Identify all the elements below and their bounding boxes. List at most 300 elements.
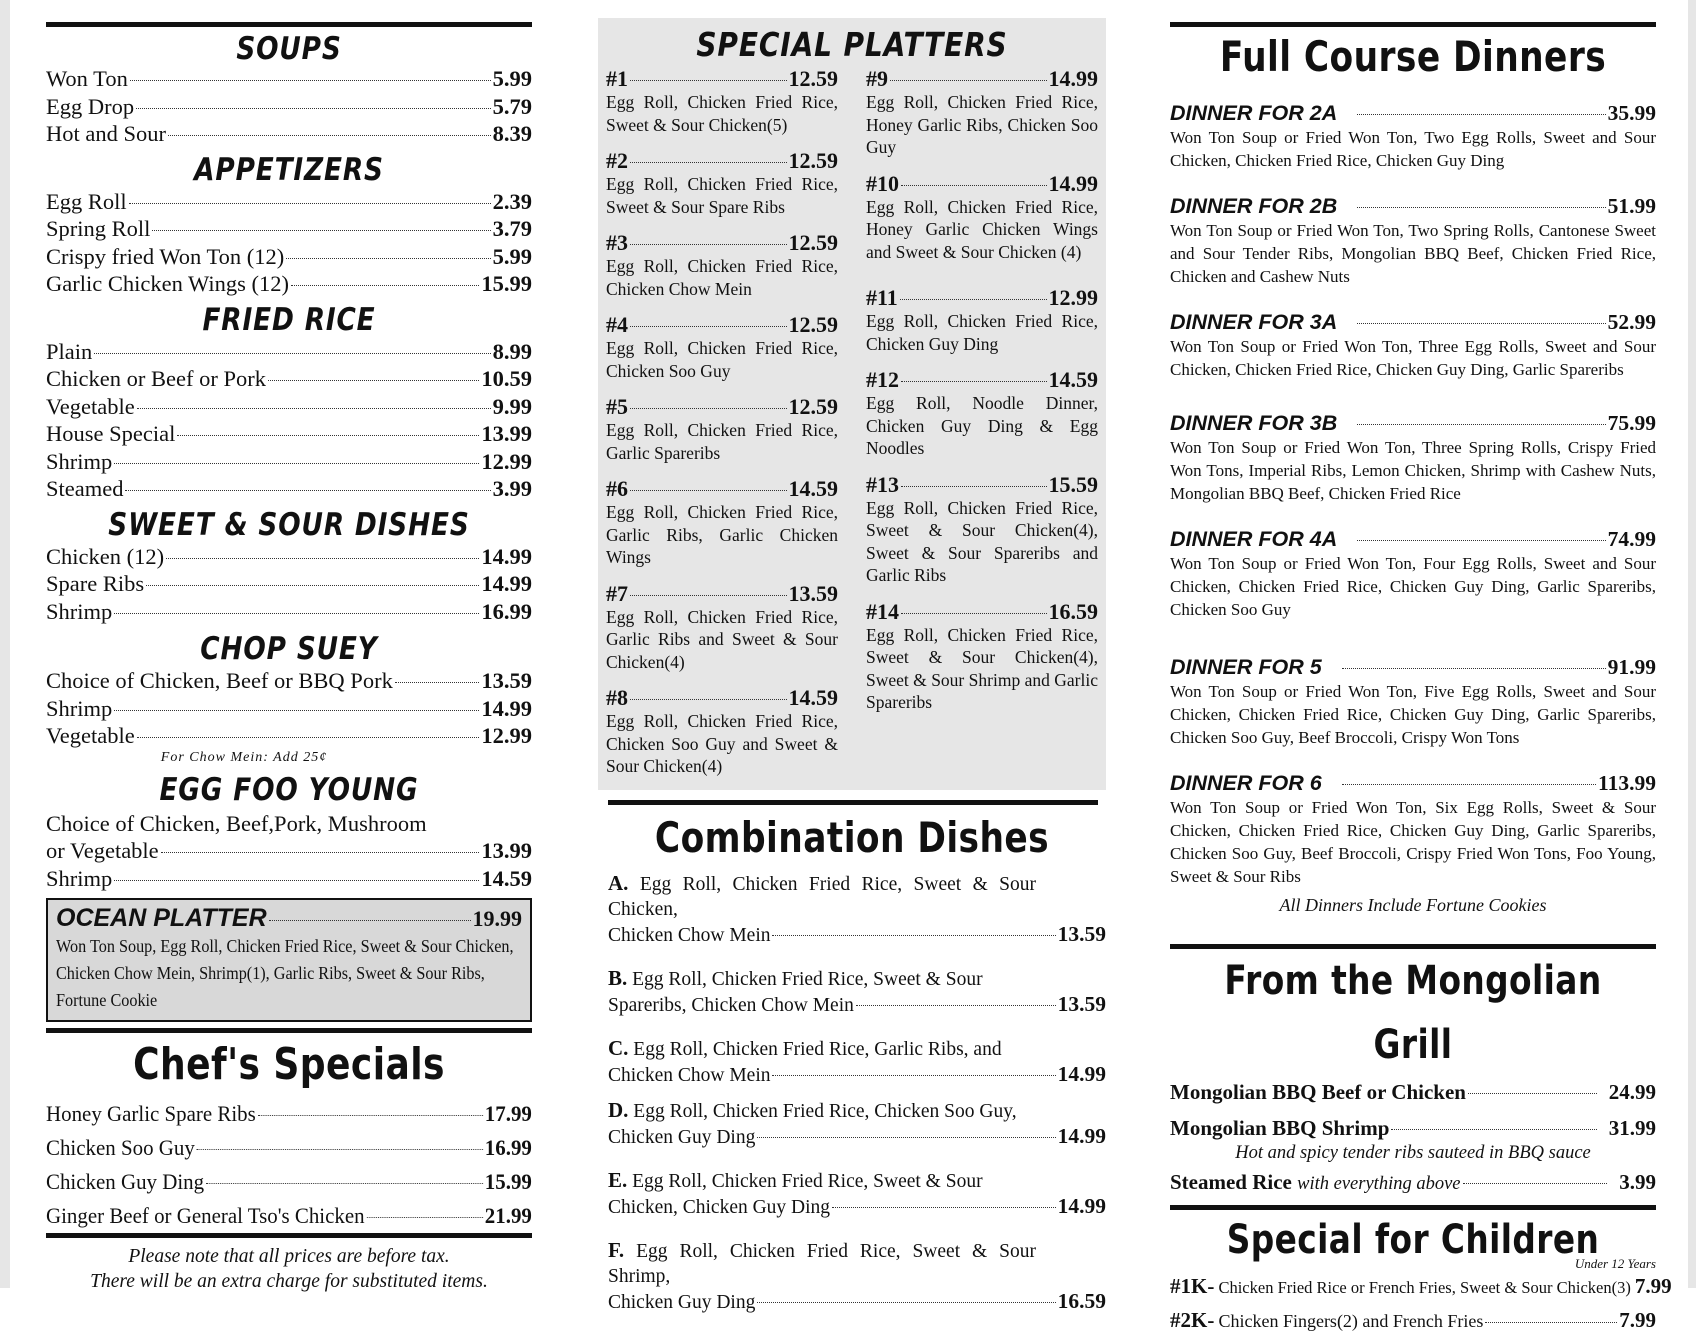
menu-item <box>46 837 532 865</box>
item-name: Shrimp <box>46 448 113 474</box>
item-name: Shrimp <box>46 865 113 891</box>
item-name: Chicken Guy Ding <box>46 1169 205 1194</box>
combo-description: Egg Roll, Chicken Fried Rice, Sweet & Sour Shrimp, <box>608 1240 1037 1287</box>
combo-description: Egg Roll, Chicken Fried Rice, Sweet & Sour <box>632 968 983 990</box>
combo-letter: C. <box>608 1035 629 1060</box>
egg-foo-young-list <box>46 810 532 893</box>
dinner-item <box>1170 655 1656 749</box>
leader-dots <box>1342 668 1606 669</box>
menu-item <box>46 93 532 121</box>
chop-suey-list <box>46 667 532 766</box>
leader-dots <box>900 299 1047 300</box>
soups-title: SOUPS <box>236 31 342 67</box>
platter-description: Egg Roll, Chicken Fried Rice, Garlic Ribs, Garlic Chicken Wings <box>606 502 838 567</box>
combo-item <box>608 966 1106 1018</box>
leader-dots <box>1391 1129 1596 1130</box>
leader-dots <box>291 285 479 286</box>
platter-description: Egg Roll, Chicken Fried Rice, Chicken Soo Guy <box>606 338 838 381</box>
item-name: Chicken (12) <box>46 543 165 569</box>
combo-item <box>608 1168 1106 1220</box>
platter-number: #6 <box>606 476 628 501</box>
leader-dots <box>152 230 490 231</box>
leader-dots <box>206 1183 483 1184</box>
platter-number: #12 <box>866 367 899 392</box>
leader-dots <box>772 1075 1055 1076</box>
platter-item <box>606 230 838 300</box>
platter-number: #1 <box>606 66 628 91</box>
menu-item <box>46 420 532 448</box>
item-price: 3.99 <box>492 476 532 501</box>
item-name: Mongolian BBQ Beef or Chicken <box>1170 1080 1466 1104</box>
item-note: with everything above <box>1297 1174 1461 1194</box>
sweet-sour-title: SWEET & SOUR DISHES <box>108 506 470 543</box>
dinner-item <box>1170 411 1656 505</box>
platters-right-column <box>866 66 1098 778</box>
platter-item <box>606 394 838 464</box>
platter-number: #3 <box>606 230 628 255</box>
item-name: Chicken Fingers(2) and French Fries <box>1218 1311 1484 1331</box>
item-price: 24.99 <box>1608 1080 1656 1104</box>
leader-dots <box>130 80 491 81</box>
platter-item <box>866 472 1098 587</box>
ocean-platter-header <box>56 904 522 933</box>
dinner-price: 35.99 <box>1607 101 1656 125</box>
leader-dots <box>1357 114 1605 115</box>
item-name: Honey Garlic Spare Ribs <box>46 1101 256 1126</box>
item-price: 5.79 <box>492 93 532 119</box>
leader-dots <box>129 203 491 204</box>
dinner-price: 74.99 <box>1607 527 1656 551</box>
menu-item <box>1170 1167 1656 1199</box>
combination-title: Combination Dishes <box>654 812 1050 862</box>
platters-left-column <box>606 66 838 778</box>
combo-description: Egg Roll, Chicken Fried Rice, Chicken Soo Guy, <box>633 1100 1017 1122</box>
children-subtitle: Under 12 Years <box>1574 1256 1656 1271</box>
menu-item <box>46 120 532 148</box>
combo-description: Egg Roll, Chicken Fried Rice, Sweet & Sour <box>632 1170 983 1192</box>
platter-number: #10 <box>866 170 899 196</box>
platter-item <box>866 66 1098 159</box>
price-note-line-2: There will be an extra charge for substituted items. <box>90 1271 488 1292</box>
leader-dots <box>197 1149 483 1150</box>
mongolian-note: Hot and spicy tender ribs sauteed in BBQ sauce <box>1235 1143 1591 1163</box>
platter-number: #9 <box>866 66 888 91</box>
leader-dots <box>832 1207 1056 1208</box>
combo-letter: D. <box>608 1097 629 1122</box>
page-edge-left <box>0 0 10 1288</box>
leader-dots <box>136 108 491 109</box>
leader-dots <box>630 595 787 596</box>
item-price: 14.99 <box>481 543 532 569</box>
platter-item <box>866 171 1098 264</box>
combo-price: 16.59 <box>1057 1288 1106 1313</box>
platter-item <box>606 685 838 778</box>
combo-price: 14.99 <box>1057 1061 1106 1086</box>
platter-price: 13.59 <box>788 580 838 606</box>
ocean-platter-name: OCEAN PLATTER <box>56 904 267 932</box>
leader-dots <box>161 852 480 853</box>
leader-dots <box>630 408 787 409</box>
dinner-name: DINNER FOR 6 <box>1170 771 1322 795</box>
chefs-specials-title: Chef's Specials <box>133 1039 445 1090</box>
item-name: Spring Roll <box>46 216 151 241</box>
dinner-name: DINNER FOR 4A <box>1170 527 1338 551</box>
item-price: 16.99 <box>481 598 532 624</box>
item-name: Crispy fried Won Ton (12) <box>46 243 285 269</box>
menu-item <box>1170 1113 1656 1143</box>
item-name: Steamed <box>46 476 124 501</box>
leader-dots <box>630 80 787 81</box>
platter-item <box>606 148 838 218</box>
platter-price: 14.59 <box>1048 367 1098 392</box>
item-price: 5.99 <box>492 243 532 269</box>
platter-description: Egg Roll, Chicken Fried Rice, Sweet & Sour Chicken(4), Sweet & Sour Shrimp and Garlic Spareribs <box>866 624 1098 712</box>
item-name: Shrimp <box>46 598 113 624</box>
item-price: 8.39 <box>492 121 532 146</box>
leader-dots <box>177 435 479 436</box>
platter-item <box>606 66 838 136</box>
item-name: Plain <box>46 338 93 364</box>
combo-price: 13.59 <box>1057 921 1106 946</box>
item-name: Choice of Chicken, Beef or BBQ Pork <box>46 668 393 693</box>
special-platters-grid <box>606 66 1098 778</box>
platter-number: #13 <box>866 471 899 497</box>
platter-number: #2 <box>606 148 628 173</box>
leader-dots <box>395 682 480 683</box>
chop-suey-title: CHOP SUEY <box>200 631 378 667</box>
leader-dots <box>630 244 787 245</box>
item-name: Won Ton <box>46 66 128 91</box>
leader-dots <box>630 162 787 163</box>
leader-dots <box>1463 1183 1608 1184</box>
item-price: 3.99 <box>1619 1170 1656 1194</box>
combo-item <box>608 1036 1106 1088</box>
item-name: Garlic Chicken Wings (12) <box>46 271 289 296</box>
combo-price: 13.59 <box>1057 991 1106 1016</box>
item-price: 14.99 <box>481 695 532 721</box>
leader-dots <box>166 558 479 559</box>
item-name: Ginger Beef or General Tso's Chicken <box>46 1203 365 1228</box>
special-platters-box <box>598 18 1106 790</box>
dinner-name: DINNER FOR 2B <box>1170 194 1338 218</box>
price-note-line-1: Please note that all prices are before tax. <box>128 1246 450 1267</box>
menu-item <box>46 695 532 723</box>
leader-dots <box>114 463 479 464</box>
dinner-price: 75.99 <box>1607 411 1656 435</box>
leader-dots <box>94 353 490 354</box>
combo-item <box>608 871 1106 948</box>
dinner-price: 113.99 <box>1598 771 1656 795</box>
combo-description-cont: Chicken, Chicken Guy Ding <box>608 1196 831 1218</box>
platter-price: 14.99 <box>1048 170 1098 196</box>
platter-price: 16.59 <box>1048 598 1098 624</box>
menu-item <box>46 543 532 571</box>
leader-dots <box>269 920 471 921</box>
menu-item <box>46 448 532 476</box>
platter-item <box>866 599 1098 714</box>
platter-description: Egg Roll, Chicken Fried Rice, Sweet & Sour Chicken(5) <box>606 92 838 135</box>
mongolian-title: From the Mongolian Grill <box>1224 958 1602 1068</box>
platter-item <box>606 581 838 674</box>
platter-description: Egg Roll, Chicken Fried Rice, Garlic Spareribs <box>606 420 838 463</box>
egg-foo-young-title: EGG FOO YOUNG <box>159 771 419 808</box>
platter-price: 14.59 <box>788 685 838 710</box>
menu-item <box>46 865 532 893</box>
menu-item <box>46 1199 532 1233</box>
item-price: 2.39 <box>492 188 532 214</box>
combo-letter: F. <box>608 1237 625 1262</box>
dinners-list <box>1170 101 1656 888</box>
dinner-price: 91.99 <box>1607 655 1656 679</box>
platter-price: 12.59 <box>788 230 838 255</box>
dinner-description: Won Ton Soup or Fried Won Ton, Three Spring Rolls, Crispy Fried Won Tons, Imperial Ribs, Lemon Chicken, Shrimp with Cashew Nuts, Mongolian BBQ Beef, Chicken Fried Rice <box>1170 438 1656 503</box>
chefs-specials-list <box>46 1097 532 1233</box>
platter-description: Egg Roll, Chicken Fried Rice, Chicken Soo Guy and Sweet & Sour Chicken(4) <box>606 711 838 776</box>
platter-number: #7 <box>606 580 628 606</box>
item-price: 14.59 <box>481 865 532 891</box>
dinner-description: Won Ton Soup or Fried Won Ton, Two Egg Rolls, Sweet and Sour Chicken, Chicken Fried Rice, Chicken Guy Ding <box>1170 128 1656 170</box>
leader-dots <box>1357 207 1605 208</box>
fried-rice-list <box>46 338 532 503</box>
ocean-platter-price: 19.99 <box>472 906 522 931</box>
platter-number: #11 <box>866 285 898 310</box>
dinner-description: Won Ton Soup or Fried Won Ton, Five Egg Rolls, Sweet and Sour Chicken, Chicken Fried Rice, Chicken Guy Ding, Garlic Spareribs, Chicken Soo Guy, Beef Broccoli, Crispy Won Tons <box>1170 682 1656 747</box>
menu-item <box>46 1097 532 1131</box>
leader-dots <box>890 80 1047 81</box>
dinner-description: Won Ton Soup or Fried Won Ton, Two Spring Rolls, Cantonese Sweet and Sour Tender Ribs, Mongolian BBQ Beef, Chicken Fried Rice, Chicken and Cashew Nuts <box>1170 221 1656 286</box>
leader-dots <box>268 380 479 381</box>
item-price: 17.99 <box>484 1101 532 1126</box>
dinners-title: Full Course Dinners <box>1219 32 1607 81</box>
leader-dots <box>1342 784 1596 785</box>
dinner-description: Won Ton Soup or Fried Won Ton, Four Egg Rolls, Sweet and Sour Chicken, Chicken Fried Rice, Chicken Guy Ding, Garlic Spareribs, Chicken Soo Guy <box>1170 554 1656 619</box>
soups-list <box>46 65 532 148</box>
mongolian-list <box>1170 1077 1656 1199</box>
price-note <box>46 1244 532 1294</box>
platter-description: Egg Roll, Chicken Fried Rice, Honey Garlic Chicken Wings and Sweet & Sour Chicken (4) <box>866 196 1098 262</box>
item-price: 10.59 <box>481 366 532 391</box>
platter-price: 12.59 <box>788 148 838 173</box>
item-price: 5.99 <box>492 66 532 91</box>
combo-letter: A. <box>608 870 629 895</box>
menu-column-left <box>46 0 532 1294</box>
combo-description-cont: Chicken Chow Mein <box>608 1064 771 1086</box>
menu-item <box>46 393 532 421</box>
menu-item <box>46 365 532 393</box>
dinner-name: DINNER FOR 5 <box>1170 655 1322 679</box>
dinner-name: DINNER FOR 3A <box>1170 310 1338 334</box>
platter-price: 15.59 <box>1048 471 1098 497</box>
divider <box>46 1233 532 1238</box>
platter-price: 12.99 <box>1048 285 1098 310</box>
leader-dots <box>757 1302 1055 1303</box>
leader-dots <box>630 326 787 327</box>
item-name: Egg Roll <box>46 188 127 214</box>
item-name: Vegetable <box>46 723 135 748</box>
dinner-description: Won Ton Soup or Fried Won Ton, Three Egg Rolls, Sweet and Sour Chicken, Chicken Fried Rice, Chicken Guy Ding, Garlic Spareribs <box>1170 337 1656 379</box>
menu-item <box>1170 1304 1656 1338</box>
dinners-note: All Dinners Include Fortune Cookies <box>1279 895 1547 915</box>
item-name: Shrimp <box>46 695 113 721</box>
platter-item <box>866 285 1098 355</box>
platter-number: #4 <box>606 312 628 337</box>
platter-price: 12.59 <box>788 312 838 337</box>
platter-description: Egg Roll, Chicken Fried Rice, Honey Garlic Ribs, Chicken Soo Guy <box>866 92 1098 157</box>
fried-rice-title: FRIED RICE <box>202 301 376 338</box>
leader-dots <box>856 1005 1056 1006</box>
combo-price: 14.99 <box>1057 1193 1106 1218</box>
platter-number: #5 <box>606 394 628 419</box>
leader-dots <box>772 935 1055 936</box>
item-name: or Vegetable <box>46 838 159 863</box>
item-name: Vegetable <box>46 393 135 419</box>
leader-dots <box>137 408 491 409</box>
menu-item <box>46 215 532 243</box>
item-price: 15.99 <box>484 1169 532 1194</box>
leader-dots <box>114 613 479 614</box>
leader-dots <box>1485 1322 1617 1323</box>
item-name: House Special <box>46 421 176 446</box>
leader-dots <box>1357 540 1605 541</box>
leader-dots <box>630 490 787 491</box>
item-price: 15.99 <box>481 271 532 296</box>
menu-item <box>46 338 532 366</box>
item-price: 16.99 <box>484 1135 532 1160</box>
page-edge-right <box>1688 0 1696 1288</box>
platter-number: #14 <box>866 598 899 624</box>
item-name: Spare Ribs <box>46 571 145 596</box>
platter-description: Egg Roll, Chicken Fried Rice, Garlic Ribs and Sweet & Sour Chicken(4) <box>606 606 838 672</box>
leader-dots <box>1357 424 1605 425</box>
leader-dots <box>137 737 480 738</box>
menu-item <box>46 1165 532 1199</box>
leader-dots <box>757 1137 1055 1138</box>
combo-description-cont: Spareribs, Chicken Chow Mein <box>608 994 854 1016</box>
leader-dots <box>901 185 1047 186</box>
menu-item <box>46 667 532 695</box>
ocean-platter-description: Won Ton Soup, Egg Roll, Chicken Fried Rice, Sweet & Sour Chicken, Chicken Chow Mein, Shrimp(1), Garlic Ribs, Sweet & Sour Ribs, Fortune Cookie <box>56 936 514 1010</box>
dinner-item <box>1170 194 1656 288</box>
platter-price: 12.59 <box>788 66 838 91</box>
leader-dots <box>114 880 479 881</box>
sweet-sour-list <box>46 543 532 626</box>
menu-item <box>46 570 532 598</box>
platter-item <box>866 367 1098 460</box>
special-platters-title: SPECIAL PLATTERS <box>696 25 1008 64</box>
item-price: 12.99 <box>481 723 532 748</box>
platter-price: 12.59 <box>788 394 838 419</box>
menu-item-line <box>46 810 532 838</box>
platter-item <box>606 476 838 569</box>
item-price: 31.99 <box>1608 1116 1656 1140</box>
item-name: Chicken Fried Rice or French Fries, Sweet & Sour Chicken(3) <box>1218 1278 1631 1297</box>
ocean-platter-box <box>46 898 532 1022</box>
combo-description: Egg Roll, Chicken Fried Rice, Sweet & Sour Chicken, <box>608 873 1037 920</box>
item-price: 7.99 <box>1619 1308 1656 1332</box>
dinner-price: 51.99 <box>1607 194 1656 218</box>
platter-description: Egg Roll, Noodle Dinner, Chicken Guy Ding & Egg Noodles <box>866 393 1098 458</box>
menu-item <box>46 475 532 503</box>
leader-dots <box>901 613 1047 614</box>
item-price: 12.99 <box>481 448 532 474</box>
platter-description: Egg Roll, Chicken Fried Rice, Sweet & Sour Spare Ribs <box>606 174 838 217</box>
combo-item <box>608 1238 1106 1315</box>
platter-price: 14.59 <box>788 476 838 501</box>
menu-item <box>1170 1270 1672 1304</box>
platter-description: Egg Roll, Chicken Fried Rice, Chicken Chow Mein <box>606 256 838 299</box>
leader-dots <box>258 1115 483 1116</box>
menu-item <box>46 598 532 626</box>
leader-dots <box>146 585 479 586</box>
dinner-item <box>1170 310 1656 381</box>
appetizers-title: APPETIZERS <box>194 151 384 188</box>
leader-dots <box>1357 323 1605 324</box>
item-price: 21.99 <box>484 1203 532 1228</box>
dinner-item <box>1170 527 1656 621</box>
item-name: Mongolian BBQ Shrimp <box>1170 1116 1390 1140</box>
dinner-name: DINNER FOR 3B <box>1170 411 1338 435</box>
combo-description-cont: Chicken Chow Mein <box>608 924 771 946</box>
item-code: #1K- <box>1170 1274 1215 1298</box>
dinner-name: DINNER FOR 2A <box>1170 101 1338 125</box>
leader-dots <box>286 258 490 259</box>
platter-description: Egg Roll, Chicken Fried Rice, Chicken Guy Ding <box>866 311 1098 354</box>
item-name: Choice of Chicken, Beef,Pork, Mushroom <box>46 810 427 836</box>
leader-dots <box>1468 1093 1597 1094</box>
leader-dots <box>168 135 491 136</box>
item-name: Chicken or Beef or Pork <box>46 366 266 391</box>
menu-item <box>46 722 532 750</box>
menu-item <box>46 243 532 271</box>
platter-description: Egg Roll, Chicken Fried Rice, Sweet & Sour Chicken(4), Sweet & Sour Spareribs and Garlic Ribs <box>866 497 1098 585</box>
combo-item <box>608 1098 1106 1150</box>
leader-dots <box>630 699 787 700</box>
combo-description-cont: Chicken Guy Ding <box>608 1126 756 1148</box>
platter-number: #8 <box>606 685 628 710</box>
item-name: Chicken Soo Guy <box>46 1135 195 1160</box>
item-price: 9.99 <box>492 393 532 419</box>
menu-item <box>46 1131 532 1165</box>
menu-item <box>46 65 532 93</box>
leader-dots <box>366 1217 482 1218</box>
leader-dots <box>114 710 479 711</box>
appetizers-list <box>46 188 532 298</box>
platter-price: 14.99 <box>1048 66 1098 91</box>
dinner-description: Won Ton Soup or Fried Won Ton, Six Egg Rolls, Sweet & Sour Chicken, Chicken Fried Rice, Chicken Guy Ding, Garlic Spareribs, Chicken Soo Guy, Beef Broccoli, Crispy Fried Won Tons, Foo Young, Sweet & Sour Ribs <box>1170 798 1656 886</box>
item-price: 7.99 <box>1634 1274 1672 1298</box>
combo-letter: B. <box>608 965 628 990</box>
dinner-price: 52.99 <box>1607 310 1656 334</box>
dinner-item <box>1170 101 1656 172</box>
divider <box>46 22 532 27</box>
divider <box>1170 1205 1656 1210</box>
item-name: Hot and Sour <box>46 121 166 146</box>
menu-column-right <box>1170 0 1672 1338</box>
item-name: Egg Drop <box>46 93 135 119</box>
menu-column-middle <box>598 0 1106 1333</box>
combo-price: 14.99 <box>1057 1123 1106 1148</box>
children-list <box>1170 1270 1672 1338</box>
combination-list <box>598 871 1106 1315</box>
item-price: 13.59 <box>481 668 532 693</box>
item-price: 13.99 <box>481 838 532 863</box>
menu-item <box>46 270 532 298</box>
chow-mein-note: For Chow Mein: Add 25¢ <box>160 749 328 765</box>
platter-item <box>606 312 838 382</box>
leader-dots <box>901 381 1047 382</box>
item-price: 14.99 <box>481 571 532 596</box>
item-price: 3.79 <box>492 216 532 241</box>
